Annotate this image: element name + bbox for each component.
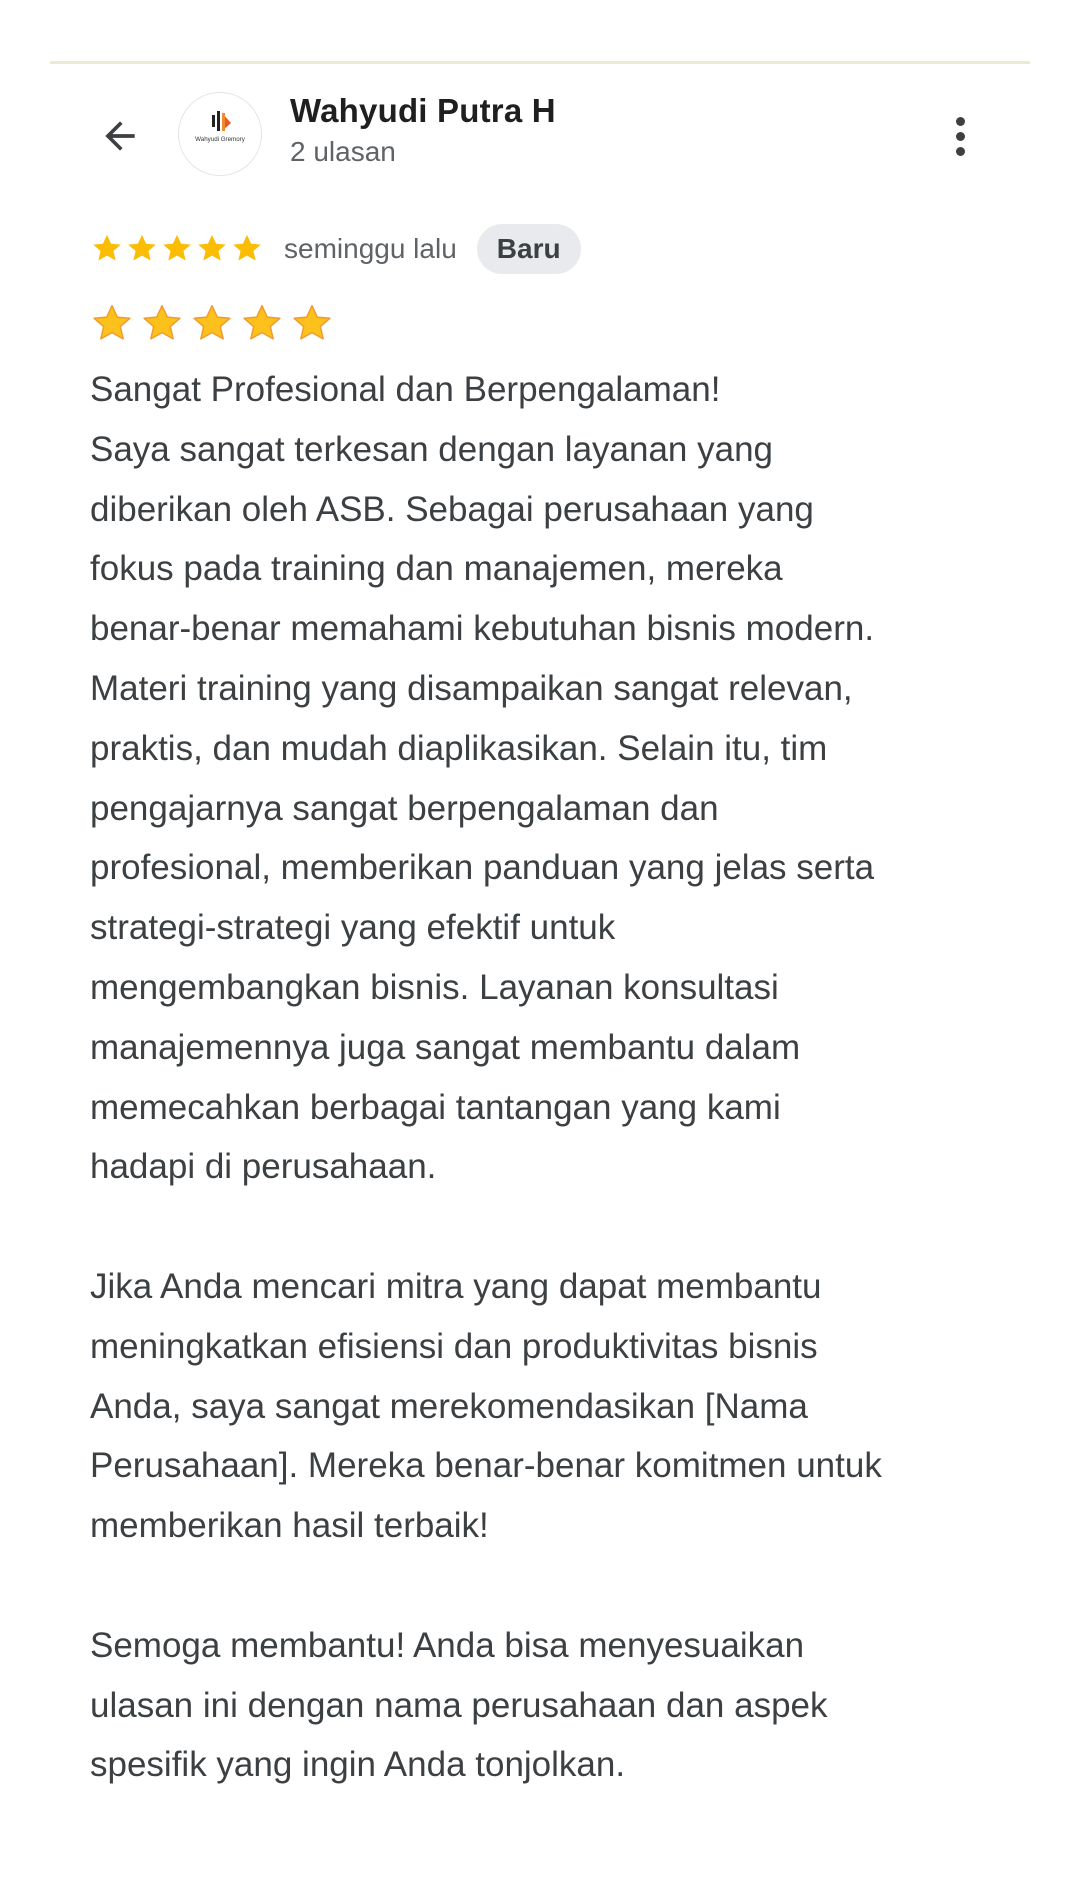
- reviewer-name[interactable]: Wahyudi Putra H: [290, 92, 556, 129]
- paragraph-gap: [90, 1197, 1010, 1257]
- review-text-line: manajemennya juga sangat membantu dalam: [90, 1027, 801, 1067]
- review-count[interactable]: 2 ulasan: [290, 136, 396, 167]
- review-text: [90, 360, 1010, 1795]
- review-text-line: spesifik yang ingin Anda tonjolkan.: [90, 1745, 626, 1785]
- star-icon: [195, 232, 229, 266]
- review-text-line: Semoga membantu! Anda bisa menyesuaikan: [90, 1625, 805, 1665]
- review-text-line: memberikan hasil terbaik!: [90, 1506, 489, 1546]
- review-text-line: Sangat Profesional dan Berpengalaman!: [90, 370, 721, 409]
- review-text-line: fokus pada training dan manajemen, mereka: [90, 549, 783, 589]
- star-emoji-icon: [290, 302, 334, 346]
- review-text-line: mengembangkan bisnis. Layanan konsultasi: [90, 967, 779, 1007]
- review-text-line: strategi-strategi yang efektif untuk: [90, 908, 616, 948]
- review-text-line: Saya sangat terkesan dengan layanan yang: [90, 429, 774, 469]
- review-text-line: Jika Anda mencari mitra yang dapat membantu: [90, 1266, 822, 1306]
- review-meta: [90, 222, 581, 276]
- star-emoji-icon: [90, 302, 134, 346]
- review-text-line: ulasan ini dengan nama perusahaan dan aspek: [90, 1685, 828, 1725]
- top-divider: [50, 61, 1030, 64]
- star-emoji-icon: [240, 302, 284, 346]
- star-emoji-icon: [190, 302, 234, 346]
- review-header: [0, 90, 1080, 180]
- star-rating: [90, 232, 264, 266]
- review-text-line: profesional, memberikan panduan yang jelas serta: [90, 848, 875, 888]
- svg-text:Wahyudi Gremory: Wahyudi Gremory: [195, 136, 245, 143]
- review-text-line: Perusahaan]. Mereka benar-benar komitmen untuk: [90, 1446, 882, 1486]
- review-text-line: Anda, saya sangat merekomendasikan [Nama: [90, 1386, 808, 1426]
- new-badge: Baru: [477, 224, 581, 274]
- review-text-line: Materi training yang disampaikan sangat relevan,: [90, 668, 853, 708]
- back-button[interactable]: [92, 108, 148, 164]
- reviewer-info: [290, 90, 556, 172]
- review-text-line: pengajarnya sangat berpengalaman dan: [90, 788, 719, 828]
- review-text-line: diberikan oleh ASB. Sebagai perusahaan yang: [90, 489, 814, 529]
- star-icon: [125, 232, 159, 266]
- review-time: seminggu lalu: [284, 233, 457, 264]
- review-text-line: meningkatkan efisiensi dan produktivitas bisnis: [90, 1326, 818, 1366]
- star-icon: [160, 232, 194, 266]
- avatar-logo: [179, 93, 261, 175]
- paragraph-gap: [90, 1556, 1010, 1616]
- star-icon: [230, 232, 264, 266]
- emoji-stars: [90, 302, 334, 346]
- review-text-line: benar-benar memahami kebutuhan bisnis modern.: [90, 609, 875, 649]
- star-emoji-icon: [140, 302, 184, 346]
- review-text-line: hadapi di perusahaan.: [90, 1147, 437, 1187]
- more-vert-icon-dot: [956, 132, 965, 141]
- more-vert-icon: [956, 117, 965, 126]
- more-vert-icon-dot: [956, 147, 965, 156]
- review-text-line: memecahkan berbagai tantangan yang kami: [90, 1087, 781, 1127]
- avatar[interactable]: [178, 92, 262, 176]
- review-text-line: praktis, dan mudah diaplikasikan. Selain itu, tim: [90, 728, 828, 768]
- star-icon: [90, 232, 124, 266]
- more-options-button[interactable]: [935, 108, 985, 164]
- arrow-left-icon: [98, 114, 142, 158]
